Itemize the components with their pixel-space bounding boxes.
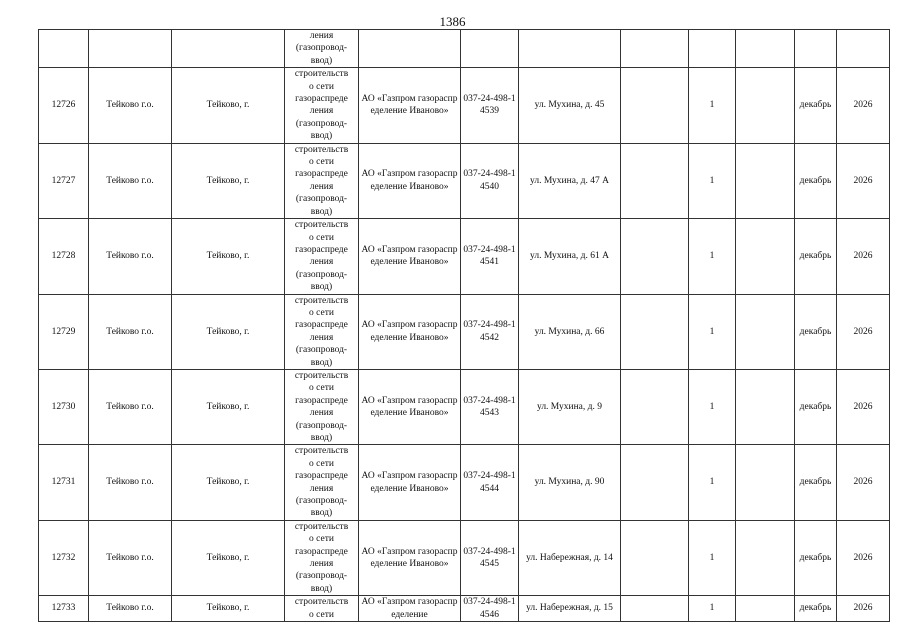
cell-settlement: Тейково, г. [172,520,285,595]
cell-year [837,30,890,68]
table-row [39,219,890,294]
cell-year: 2026 [837,294,890,369]
cell-id: 12730 [39,369,89,444]
cell-district: Тейково г.о. [89,143,172,218]
cell-id: 12733 [39,596,89,622]
cell-type: строительств о сети газораспреде ления (газопровод- ввод) [285,369,359,444]
cell-blank [736,143,795,218]
cell-address: ул. Набережная, д. 14 [519,520,621,595]
cell-settlement: Тейково, г. [172,143,285,218]
cell-org: АО «Газпром газораспределение Иваново» [359,294,461,369]
table-row [39,369,890,444]
cell-id [39,30,89,68]
cell-year: 2026 [837,369,890,444]
cell-address: ул. Мухина, д. 61 А [519,219,621,294]
cell-district: Тейково г.о. [89,520,172,595]
cell-blank [621,445,689,520]
cell-year: 2026 [837,219,890,294]
cell-code: 037-24-498-14543 [461,369,519,444]
cell-id: 12728 [39,219,89,294]
cell-year: 2026 [837,68,890,143]
table-row [39,445,890,520]
cell-address [519,30,621,68]
cell-address: ул. Мухина, д. 90 [519,445,621,520]
cell-id: 12732 [39,520,89,595]
cell-type: строительств о сети газораспреде ления (газопровод- ввод) [285,143,359,218]
cell-org: АО «Газпром газораспределение Иваново» [359,68,461,143]
table-row [39,596,890,622]
cell-id: 12729 [39,294,89,369]
cell-count: 1 [689,143,736,218]
cell-month [795,30,837,68]
cell-month: декабрь [795,294,837,369]
cell-org: АО «Газпром газораспределение Иваново» [359,143,461,218]
cell-district: Тейково г.о. [89,68,172,143]
cell-settlement: Тейково, г. [172,445,285,520]
cell-type: строительств о сети газораспреде ления (газопровод- ввод) [285,520,359,595]
cell-address: ул. Мухина, д. 9 [519,369,621,444]
cell-district: Тейково г.о. [89,369,172,444]
cell-district [89,30,172,68]
cell-month: декабрь [795,68,837,143]
cell-code: 037-24-498-14541 [461,219,519,294]
cell-count: 1 [689,369,736,444]
cell-blank [621,596,689,622]
cell-district: Тейково г.о. [89,294,172,369]
cell-id: 12731 [39,445,89,520]
cell-org: АО «Газпром газораспределение Иваново» [359,219,461,294]
cell-district: Тейково г.о. [89,596,172,622]
cell-month: декабрь [795,143,837,218]
cell-address: ул. Мухина, д. 45 [519,68,621,143]
table-row [39,68,890,143]
cell-year: 2026 [837,445,890,520]
cell-blank [621,30,689,68]
cell-blank [621,369,689,444]
cell-type: строительств о сети газораспреде ления (газопровод- ввод) [285,219,359,294]
cell-count: 1 [689,520,736,595]
cell-count: 1 [689,596,736,622]
cell-type: строительств о сети [285,596,359,622]
cell-org: АО «Газпром газораспределение Иваново» [359,369,461,444]
cell-count: 1 [689,68,736,143]
cell-count: 1 [689,445,736,520]
cell-org: АО «Газпром газораспределение Иваново» [359,445,461,520]
cell-id: 12727 [39,143,89,218]
cell-blank [621,294,689,369]
cell-district: Тейково г.о. [89,219,172,294]
cell-month: декабрь [795,596,837,622]
cell-blank [736,68,795,143]
cell-code: 037-24-498-14542 [461,294,519,369]
cell-blank [736,520,795,595]
cell-year: 2026 [837,143,890,218]
table-row [39,294,890,369]
cell-settlement: Тейково, г. [172,219,285,294]
table-row [39,143,890,218]
cell-blank [736,219,795,294]
cell-month: декабрь [795,219,837,294]
cell-settlement: Тейково, г. [172,68,285,143]
cell-blank [621,68,689,143]
cell-settlement: Тейково, г. [172,369,285,444]
cell-blank [736,30,795,68]
cell-code: 037-24-498-14545 [461,520,519,595]
cell-address: ул. Мухина, д. 66 [519,294,621,369]
cell-type: строительств о сети газораспреде ления (газопровод- ввод) [285,68,359,143]
cell-blank [621,219,689,294]
cell-code: 037-24-498-14544 [461,445,519,520]
cell-id: 12726 [39,68,89,143]
cell-year: 2026 [837,520,890,595]
cell-district: Тейково г.о. [89,445,172,520]
cell-month: декабрь [795,369,837,444]
cell-code: 037-24-498-14546 [461,596,519,622]
table-row-continued [39,30,890,68]
cell-month: декабрь [795,445,837,520]
cell-count: 1 [689,294,736,369]
cell-settlement: Тейково, г. [172,294,285,369]
cell-address: ул. Мухина, д. 47 А [519,143,621,218]
page-number: 1386 [439,14,466,29]
cell-blank [736,596,795,622]
cell-count: 1 [689,219,736,294]
cell-org [359,30,461,68]
cell-blank [621,143,689,218]
cell-month: декабрь [795,520,837,595]
cell-org: АО «Газпром газораспределение Иваново» [359,520,461,595]
cell-code: 037-24-498-14539 [461,68,519,143]
cell-blank [736,369,795,444]
table-row [39,520,890,595]
cell-type: ления (газопровод- ввод) [285,30,359,68]
cell-blank [621,520,689,595]
cell-org: АО «Газпром газораспределение [359,596,461,622]
cell-code: 037-24-498-14540 [461,143,519,218]
cell-year: 2026 [837,596,890,622]
cell-count [689,30,736,68]
cell-code [461,30,519,68]
cell-type: строительств о сети газораспреде ления (газопровод- ввод) [285,445,359,520]
cell-type: строительств о сети газораспреде ления (газопровод- ввод) [285,294,359,369]
cell-address: ул. Набережная, д. 15 [519,596,621,622]
cell-settlement [172,30,285,68]
cell-blank [736,445,795,520]
cell-settlement: Тейково, г. [172,596,285,622]
cell-blank [736,294,795,369]
registry-table [38,29,890,622]
